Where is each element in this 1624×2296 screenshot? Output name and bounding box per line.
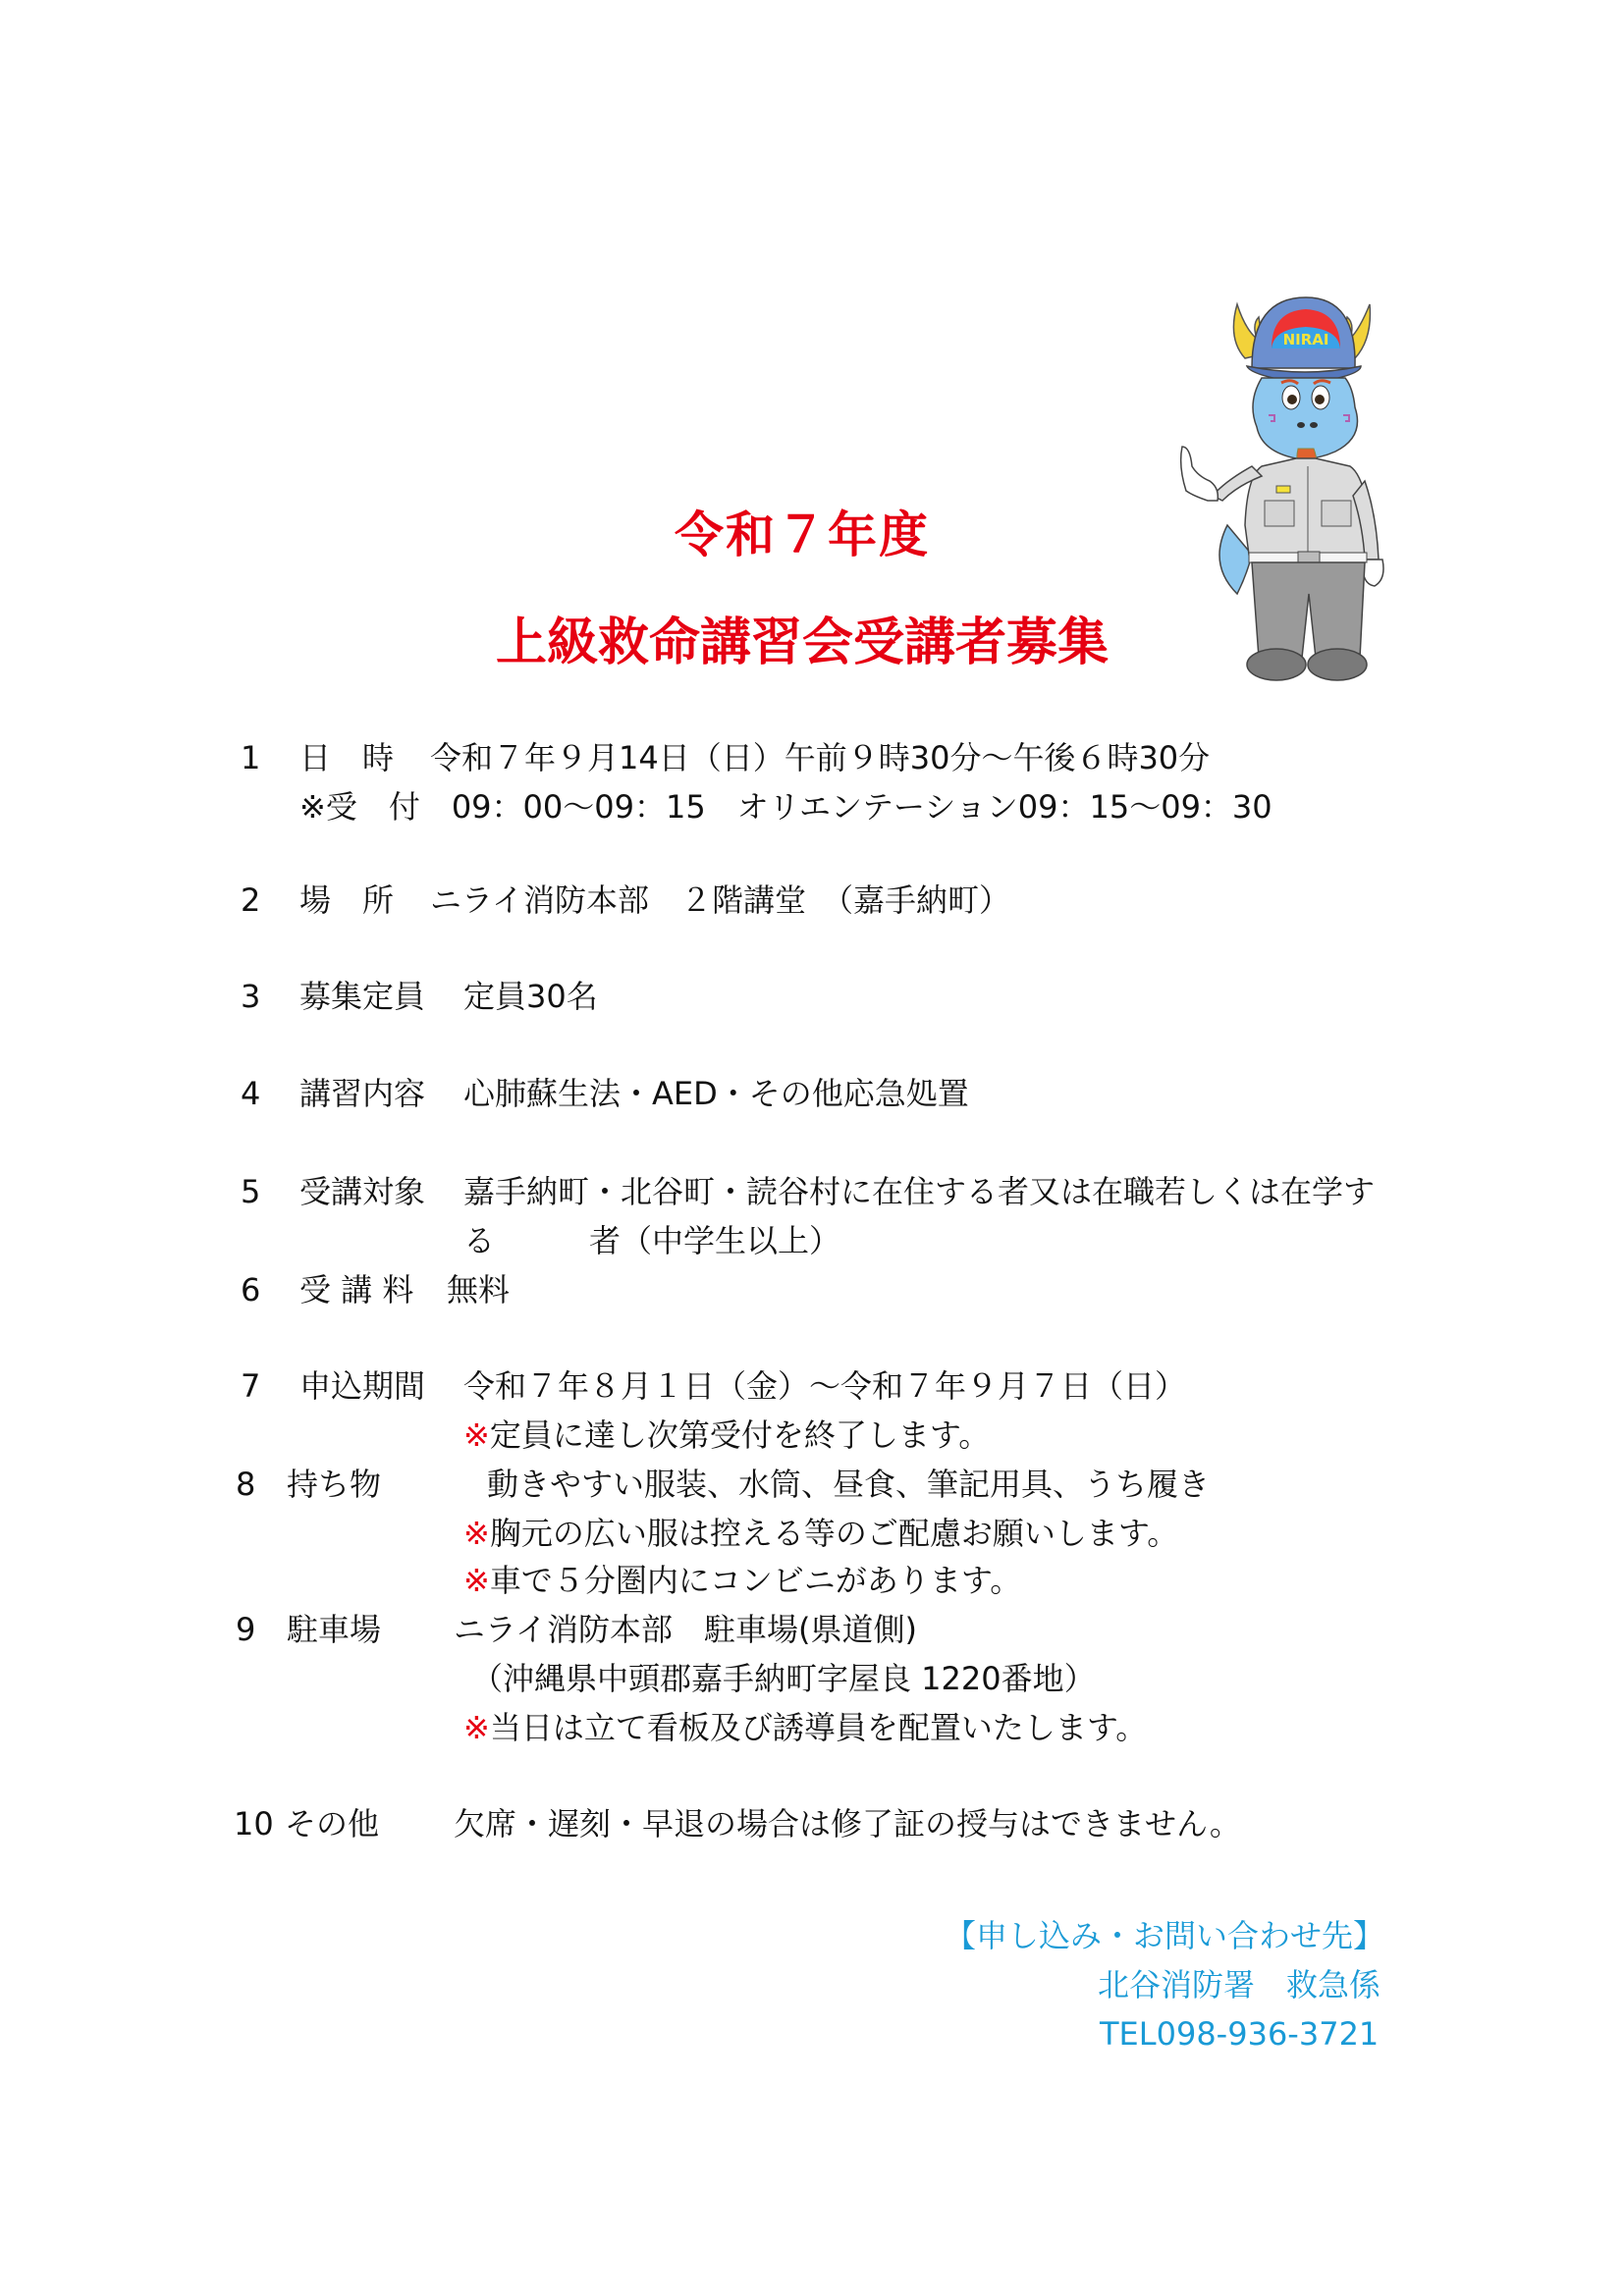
item-8-number: 8 <box>236 1466 256 1503</box>
item-8-label: 持ち物 <box>287 1466 382 1503</box>
item-7-note: ※定員に達し次第受付を終了します。 <box>463 1416 991 1454</box>
item-2-number: 2 <box>241 881 261 919</box>
note-mark: ※ <box>463 1515 490 1552</box>
item-5-label: 受講対象 <box>299 1173 426 1210</box>
item-3-value: 定員30名 <box>463 978 598 1015</box>
item-4-value: 心肺蘇生法・AED・その他応急処置 <box>463 1075 969 1112</box>
note-mark: ※ <box>463 1709 490 1746</box>
item-9-number: 9 <box>236 1611 256 1648</box>
item-5-value: 嘉手納町・北谷町・読谷村に在住する者又は在職若しくは在学す <box>463 1173 1376 1210</box>
item-1-label: 日 時 <box>299 739 395 776</box>
page-title-year: 令和７年度 <box>675 507 930 563</box>
item-6-number: 6 <box>241 1271 261 1308</box>
item-3-number: 3 <box>241 978 261 1015</box>
item-9-address: （沖縄県中頭郡嘉手納町字屋良 1220番地） <box>471 1660 1096 1697</box>
item-1-number: 1 <box>241 739 261 776</box>
page-title: 上級救命講習会受講者募集 <box>495 614 1109 672</box>
item-2-label: 場 所 <box>299 881 395 919</box>
contact-department: 北谷消防署 救急係 <box>1098 1966 1381 2003</box>
item-5-value-continued: る 者（中学生以上） <box>463 1222 841 1259</box>
item-10-value: 欠席・遅刻・早退の場合は修了証の授与はできません。 <box>454 1805 1241 1842</box>
item-1-reception-note: ※受 付 09：00～09：15 オリエンテーション09：15～09：30 <box>299 788 1272 826</box>
item-4-label: 講習内容 <box>299 1075 426 1112</box>
contact-phone: TEL098-936-3721 <box>1100 2015 1380 2053</box>
item-7-label: 申込期間 <box>299 1367 426 1405</box>
contact-heading: 【申し込み・お問い合わせ先】 <box>945 1917 1385 1954</box>
note-mark: ※ <box>463 1416 490 1454</box>
item-4-number: 4 <box>241 1075 261 1112</box>
item-3-label: 募集定員 <box>299 978 426 1015</box>
item-7-number: 7 <box>241 1367 261 1405</box>
item-7-value: 令和７年８月１日（金）～令和７年９月７日（日） <box>463 1367 1187 1405</box>
item-8-value: 動きやすい服装、水筒、昼食、筆記用具、うち履き <box>487 1466 1211 1503</box>
item-10-number: 10 <box>234 1805 274 1842</box>
item-9-value: ニライ消防本部 駐車場(県道側) <box>454 1611 918 1648</box>
item-1-value: 令和７年９月14日（日）午前９時30分～午後６時30分 <box>430 739 1211 776</box>
item-8-note-1: ※胸元の広い服は控える等のご配慮お願いします。 <box>463 1515 1179 1552</box>
item-2-value: ニライ消防本部 ２階講堂 （嘉手納町） <box>430 881 1011 919</box>
item-6-label: 受 講 料 <box>299 1271 414 1308</box>
item-8-note-2: ※車で５分圏内にコンビニがあります。 <box>463 1562 1022 1599</box>
item-9-label: 駐車場 <box>287 1611 382 1648</box>
item-10-label: その他 <box>285 1805 380 1842</box>
svg-text:NIRAI: NIRAI <box>1282 331 1329 348</box>
note-mark: ※ <box>463 1562 490 1599</box>
item-9-note: ※当日は立て看板及び誘導員を配置いたします。 <box>463 1709 1148 1746</box>
item-5-number: 5 <box>241 1173 261 1210</box>
item-6-value: 無料 <box>447 1271 511 1308</box>
